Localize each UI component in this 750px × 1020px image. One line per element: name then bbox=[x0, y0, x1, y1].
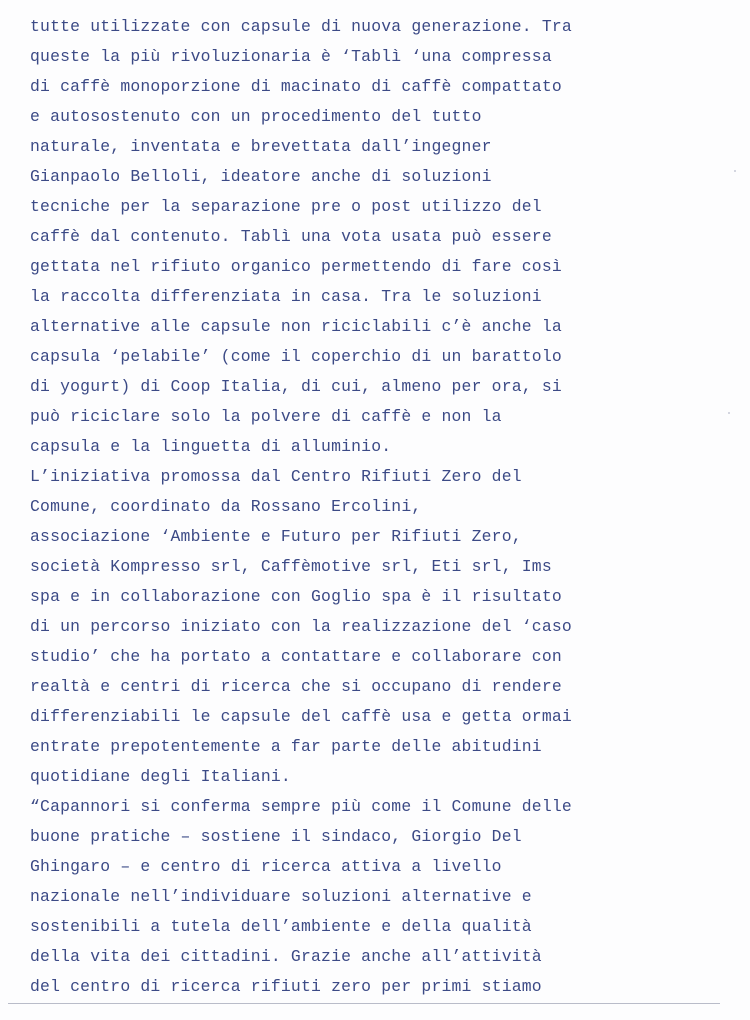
body-text bbox=[30, 12, 730, 1002]
text-line: tecniche per la separazione pre o post utilizzo del bbox=[30, 197, 542, 216]
scan-speck bbox=[734, 170, 736, 172]
text-line: “Capannori si conferma sempre più come il Comune delle bbox=[30, 797, 572, 816]
text-line: capsula e la linguetta di alluminio. bbox=[30, 437, 392, 456]
text-line: quotidiane degli Italiani. bbox=[30, 767, 291, 786]
text-line: differenziabili le capsule del caffè usa e getta ormai bbox=[30, 707, 572, 726]
text-line: di caffè monoporzione di macinato di caffè compattato bbox=[30, 77, 562, 96]
text-line: naturale, inventata e brevettata dall’ingegner bbox=[30, 137, 492, 156]
text-line: del centro di ricerca rifiuti zero per primi stiamo bbox=[30, 977, 542, 996]
text-line: la raccolta differenziata in casa. Tra le soluzioni bbox=[30, 287, 542, 306]
scan-speck bbox=[728, 412, 730, 414]
text-line: sostenibili a tutela dell’ambiente e della qualità bbox=[30, 917, 532, 936]
text-line: gettata nel rifiuto organico permettendo di fare così bbox=[30, 257, 562, 276]
text-line: società Kompresso srl, Caffèmotive srl, Eti srl, Ims bbox=[30, 557, 552, 576]
text-line: di un percorso iniziato con la realizzazione del ‘caso bbox=[30, 617, 572, 636]
text-line: spa e in collaborazione con Goglio spa è il risultato bbox=[30, 587, 562, 606]
text-line: studio’ che ha portato a contattare e collaborare con bbox=[30, 647, 562, 666]
text-line: e autosostenuto con un procedimento del tutto bbox=[30, 107, 482, 126]
text-line: caffè dal contenuto. Tablì una vota usata può essere bbox=[30, 227, 552, 246]
text-line: realtà e centri di ricerca che si occupano di rendere bbox=[30, 677, 562, 696]
text-line: L’iniziativa promossa dal Centro Rifiuti Zero del bbox=[30, 467, 522, 486]
text-line: Comune, coordinato da Rossano Ercolini, bbox=[30, 497, 422, 516]
text-line: entrate prepotentemente a far parte delle abitudini bbox=[30, 737, 542, 756]
text-line: capsula ‘pelabile’ (come il coperchio di un barattolo bbox=[30, 347, 562, 366]
text-line: Ghingaro – e centro di ricerca attiva a livello bbox=[30, 857, 502, 876]
bottom-rule bbox=[8, 1003, 720, 1004]
text-line: queste la più rivoluzionaria è ‘Tablì ‘una compressa bbox=[30, 47, 552, 66]
text-line: può riciclare solo la polvere di caffè e non la bbox=[30, 407, 502, 426]
text-line: associazione ‘Ambiente e Futuro per Rifiuti Zero, bbox=[30, 527, 522, 546]
text-line: di yogurt) di Coop Italia, di cui, almeno per ora, si bbox=[30, 377, 562, 396]
text-line: Gianpaolo Belloli, ideatore anche di soluzioni bbox=[30, 167, 492, 186]
text-line: nazionale nell’individuare soluzioni alternative e bbox=[30, 887, 532, 906]
text-line: tutte utilizzate con capsule di nuova generazione. Tra bbox=[30, 17, 572, 36]
text-line: buone pratiche – sostiene il sindaco, Giorgio Del bbox=[30, 827, 522, 846]
text-line: della vita dei cittadini. Grazie anche all’attività bbox=[30, 947, 542, 966]
text-line: alternative alle capsule non riciclabili c’è anche la bbox=[30, 317, 562, 336]
